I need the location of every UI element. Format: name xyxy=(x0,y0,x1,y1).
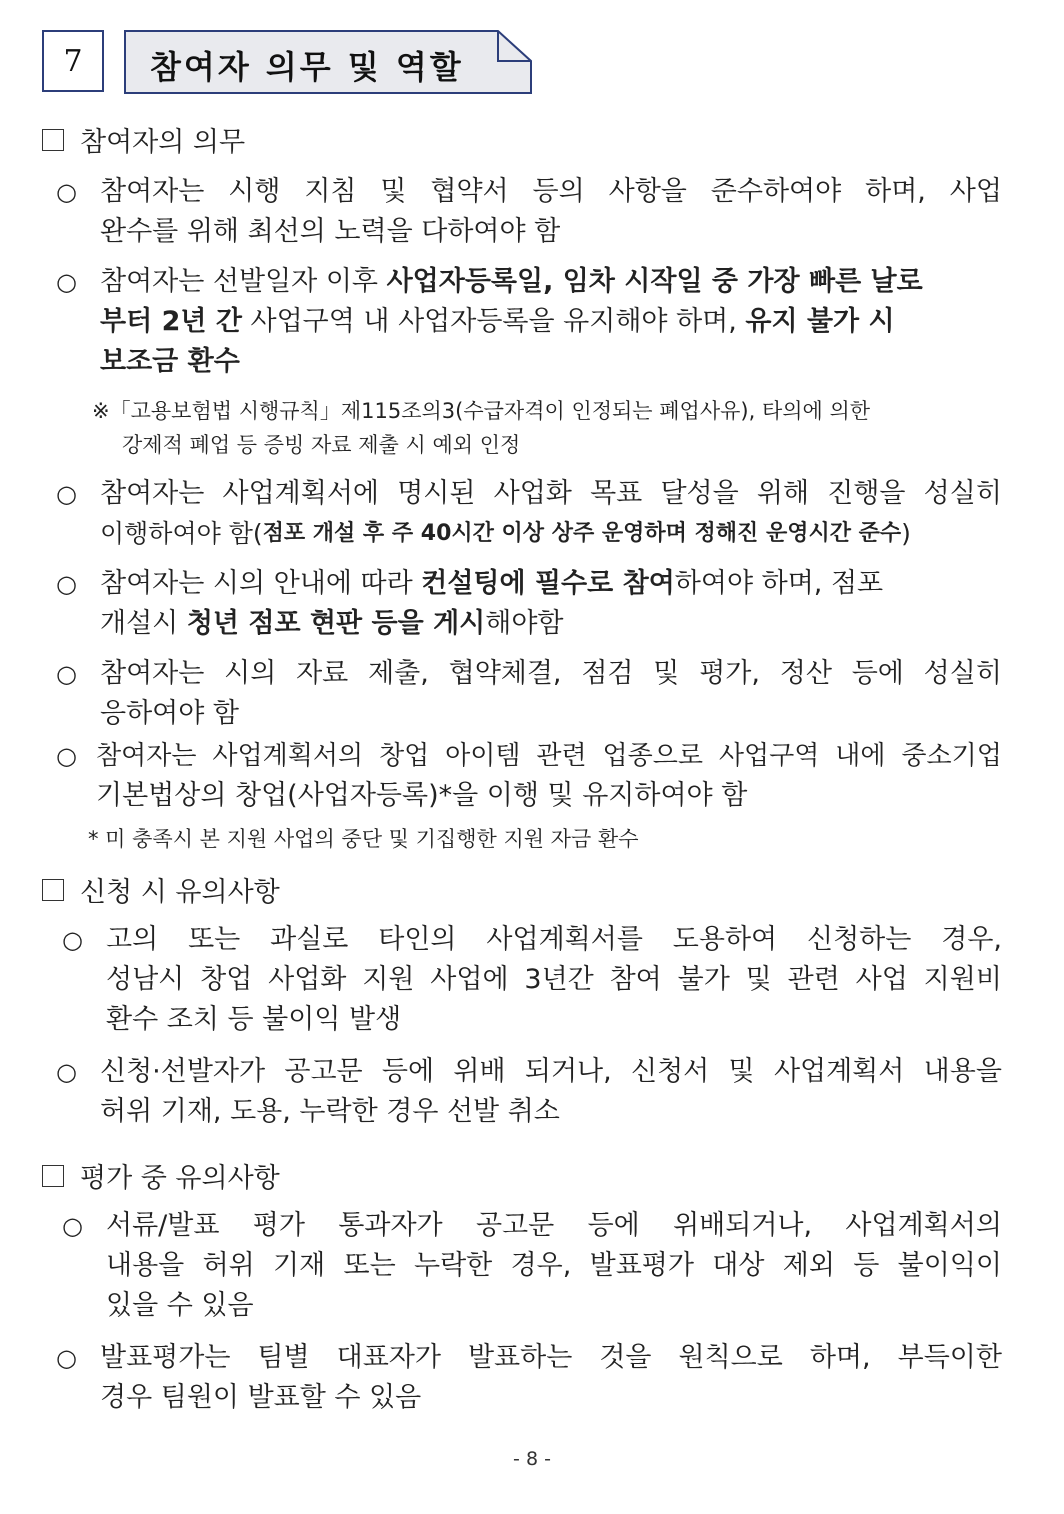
text-line: 보조금 환수 xyxy=(100,346,240,377)
word: 창업 xyxy=(200,964,253,995)
word: 사업화 xyxy=(268,964,347,995)
word: 및 xyxy=(380,176,407,207)
text-line xyxy=(100,1052,1002,1092)
word: 대상 xyxy=(712,1250,765,1281)
word: 명시된 xyxy=(397,478,476,509)
circle-bullet-icon: ○ xyxy=(56,1058,77,1086)
word: 내용을 xyxy=(106,1250,185,1281)
chapter-title: 참여자 의무 및 역할 xyxy=(150,48,464,86)
word: 업종으로 xyxy=(602,741,703,771)
word: 관련 xyxy=(787,964,840,995)
word: 등에 xyxy=(381,1056,435,1087)
word: 목표 xyxy=(590,478,643,509)
text-line: 환수 조치 등 불이익 발생 xyxy=(106,1004,402,1035)
word: 사업구역 xyxy=(718,741,820,771)
checkbox-square-icon xyxy=(42,1165,64,1187)
word: 되거나, xyxy=(524,1056,612,1087)
word: 과실로 xyxy=(270,924,349,955)
word: 협약서 xyxy=(430,176,509,207)
text-line xyxy=(106,920,1002,960)
word: 중소기업 xyxy=(901,741,1002,771)
word: 성실히 xyxy=(923,478,1002,509)
word: 등 xyxy=(853,1250,880,1281)
text-line: 기본법상의 창업(사업자등록)*을 이행 및 유지하여야 함 xyxy=(96,780,748,811)
text-line xyxy=(106,1246,1002,1286)
word: 팀별 xyxy=(257,1342,310,1373)
bold-text: 컨설팅에 필수로 참여 xyxy=(421,568,675,599)
word: 및 xyxy=(653,658,680,689)
word: 위해 xyxy=(756,478,810,509)
word: 위배되거나, xyxy=(673,1210,813,1241)
word: 신청·선발자가 xyxy=(100,1056,266,1087)
text-line xyxy=(96,736,1002,776)
word: 또는 xyxy=(188,924,241,955)
word: 정산 xyxy=(779,658,832,689)
word: 경우, xyxy=(510,1250,572,1281)
word: 시의 xyxy=(224,658,277,689)
word: 지원비 xyxy=(923,964,1002,995)
word: 아이템 xyxy=(445,741,521,771)
word: 참여 xyxy=(609,964,662,995)
circle-bullet-icon: ○ xyxy=(56,480,77,508)
word: 발표평가 xyxy=(589,1250,694,1281)
word: 사업 xyxy=(855,964,908,995)
word: 기재 xyxy=(273,1250,326,1281)
text-span: 참여자는 선발일자 이후 xyxy=(100,266,387,297)
bold-text: 유지 불가 시 xyxy=(745,306,895,337)
text-line xyxy=(106,1206,1002,1246)
text-line xyxy=(100,474,1002,514)
word: 참여자는 xyxy=(100,658,205,689)
word: 도용하여 xyxy=(672,924,778,955)
section-title: 평가 중 유의사항 xyxy=(80,1163,280,1194)
word: 성남시 xyxy=(106,964,185,995)
circle-bullet-icon: ○ xyxy=(56,570,77,598)
word: 것을 xyxy=(599,1342,652,1373)
word: 참여자는 xyxy=(100,176,205,207)
word: 내에 xyxy=(835,741,886,771)
text-line: 강제적 폐업 등 증빙 자료 제출 시 예외 인정 xyxy=(122,433,521,457)
bold-text: 청년 점포 현판 등을 게시 xyxy=(186,608,486,639)
word: 사항을 xyxy=(608,176,687,207)
text-line xyxy=(100,654,1002,694)
word: 점검 xyxy=(581,658,634,689)
word: 공고문 xyxy=(475,1210,555,1241)
text-line xyxy=(100,604,1002,644)
word: 위배 xyxy=(453,1056,506,1087)
section-heading-evaluation xyxy=(42,1156,280,1195)
text-line: 경우 팀원이 발표할 수 있음 xyxy=(100,1382,422,1413)
word: 사업계획서를 xyxy=(486,924,643,955)
text-line: 허위 기재, 도용, 누락한 경우 선발 취소 xyxy=(100,1096,560,1127)
text-span: 참여자는 시의 안내에 따라 xyxy=(100,568,422,599)
word: 지원 xyxy=(362,964,415,995)
word: 평가, xyxy=(699,658,760,689)
word: 신청하는 xyxy=(807,924,912,955)
word: 사업계획서의 xyxy=(212,741,364,771)
text-line: 응하여야 함 xyxy=(100,698,239,729)
text-line xyxy=(100,514,1002,554)
word: 등에 xyxy=(587,1210,640,1241)
text-line: 있을 수 있음 xyxy=(106,1290,254,1321)
word: 지침 xyxy=(304,176,357,207)
word: 하며, xyxy=(865,176,926,207)
word: 참여자는 xyxy=(100,478,205,509)
word: 및 xyxy=(728,1056,755,1087)
word: 통과자가 xyxy=(338,1210,443,1241)
word: 협약체결, xyxy=(448,658,562,689)
word: 창업 xyxy=(378,741,430,771)
word: 등의 xyxy=(532,176,585,207)
word: 대표자가 xyxy=(336,1342,441,1373)
word: 공고문 xyxy=(284,1056,363,1087)
word: 서류/발표 xyxy=(106,1210,220,1241)
checkbox-square-icon xyxy=(42,879,64,901)
text-span: 이행하여야 함( xyxy=(100,519,263,548)
bold-text: 사업자등록일, 임차 시작일 중 가장 빠른 날로 xyxy=(386,266,923,297)
footnote xyxy=(92,394,870,462)
word: 타인의 xyxy=(378,924,457,955)
text-line xyxy=(100,302,1002,342)
word: 참여자는 xyxy=(96,741,197,771)
word: 사업계획서 xyxy=(773,1056,905,1087)
section-heading-duties xyxy=(42,120,245,159)
section-title: 신청 시 유의사항 xyxy=(80,877,280,908)
word: 시행 xyxy=(228,176,281,207)
word: 허위 xyxy=(202,1250,255,1281)
text-span: ) xyxy=(901,519,911,548)
page-number: - 8 - xyxy=(513,1448,551,1470)
circle-bullet-icon: ○ xyxy=(62,1212,83,1240)
circle-bullet-icon: ○ xyxy=(56,178,77,206)
chapter-number: 7 xyxy=(42,30,104,92)
word: 달성을 xyxy=(660,478,739,509)
text-line: ※「고용보험법 시행규칙」제115조의3(수급자격이 인정되는 폐업사유), 타의에 의한 xyxy=(92,399,871,423)
text-line: 완수를 위해 최선의 노력을 다하여야 함 xyxy=(100,216,561,247)
circle-bullet-icon: ○ xyxy=(56,742,77,770)
circle-bullet-icon: ○ xyxy=(56,1344,77,1372)
word: 성실히 xyxy=(923,658,1002,689)
word: 사업계획서에 xyxy=(222,478,380,509)
word: 제출, xyxy=(368,658,429,689)
word: 제외 xyxy=(782,1250,835,1281)
word: 또는 xyxy=(343,1250,396,1281)
circle-bullet-icon: ○ xyxy=(56,268,77,296)
word: 자료 xyxy=(296,658,349,689)
text-line xyxy=(100,172,1002,212)
circle-bullet-icon: ○ xyxy=(56,660,77,688)
text-line xyxy=(106,960,1002,1000)
word: 사업에 xyxy=(430,964,509,995)
text-span: 사업구역 내 사업자등록을 유지해야 하며, xyxy=(241,306,746,337)
word: 원칙으로 xyxy=(678,1342,783,1373)
word: 등에 xyxy=(851,658,904,689)
text-span: 하여야 하며, 점포 xyxy=(674,568,884,599)
word: 하며, xyxy=(809,1342,871,1373)
text-span: 개설시 xyxy=(100,608,187,639)
text-line xyxy=(100,1338,1002,1378)
word: 경우, xyxy=(941,924,1002,955)
word: 사업계획서의 xyxy=(845,1210,1002,1241)
word: 평가 xyxy=(252,1210,305,1241)
word: 불가 xyxy=(677,964,730,995)
word: 부득이한 xyxy=(897,1342,1002,1373)
text-line xyxy=(100,564,1002,604)
word: 불이익이 xyxy=(897,1250,1002,1281)
word: 및 xyxy=(745,964,772,995)
circle-bullet-icon: ○ xyxy=(62,926,83,954)
word: 신청서 xyxy=(631,1056,710,1087)
word: 진행을 xyxy=(827,478,906,509)
chapter-title-box xyxy=(124,30,532,94)
word: 발표평가는 xyxy=(100,1342,231,1373)
word: 사업화 xyxy=(493,478,572,509)
checkbox-square-icon xyxy=(42,129,64,151)
word: 관련 xyxy=(536,741,587,771)
word: 발표하는 xyxy=(467,1342,573,1373)
text-line: * 미 충족시 본 지원 사업의 중단 및 기집행한 지원 자금 환수 xyxy=(88,827,639,851)
bold-text: 점포 개설 후 주 40시간 이상 상주 운영하며 정해진 운영시간 준수 xyxy=(262,521,902,546)
word: 내용을 xyxy=(923,1056,1002,1087)
text-line xyxy=(100,262,1002,302)
word: 사업 xyxy=(949,176,1002,207)
word: 고의 xyxy=(106,924,159,955)
word: 준수하여야 xyxy=(710,176,842,207)
word: 누락한 xyxy=(414,1250,493,1281)
bold-text: 부터 2년 간 xyxy=(100,306,242,337)
footnote xyxy=(88,822,639,856)
section-title: 참여자의 의무 xyxy=(80,127,246,158)
text-span: 해야함 xyxy=(485,608,564,639)
word: 3년간 xyxy=(524,964,594,995)
section-heading-application xyxy=(42,870,280,909)
